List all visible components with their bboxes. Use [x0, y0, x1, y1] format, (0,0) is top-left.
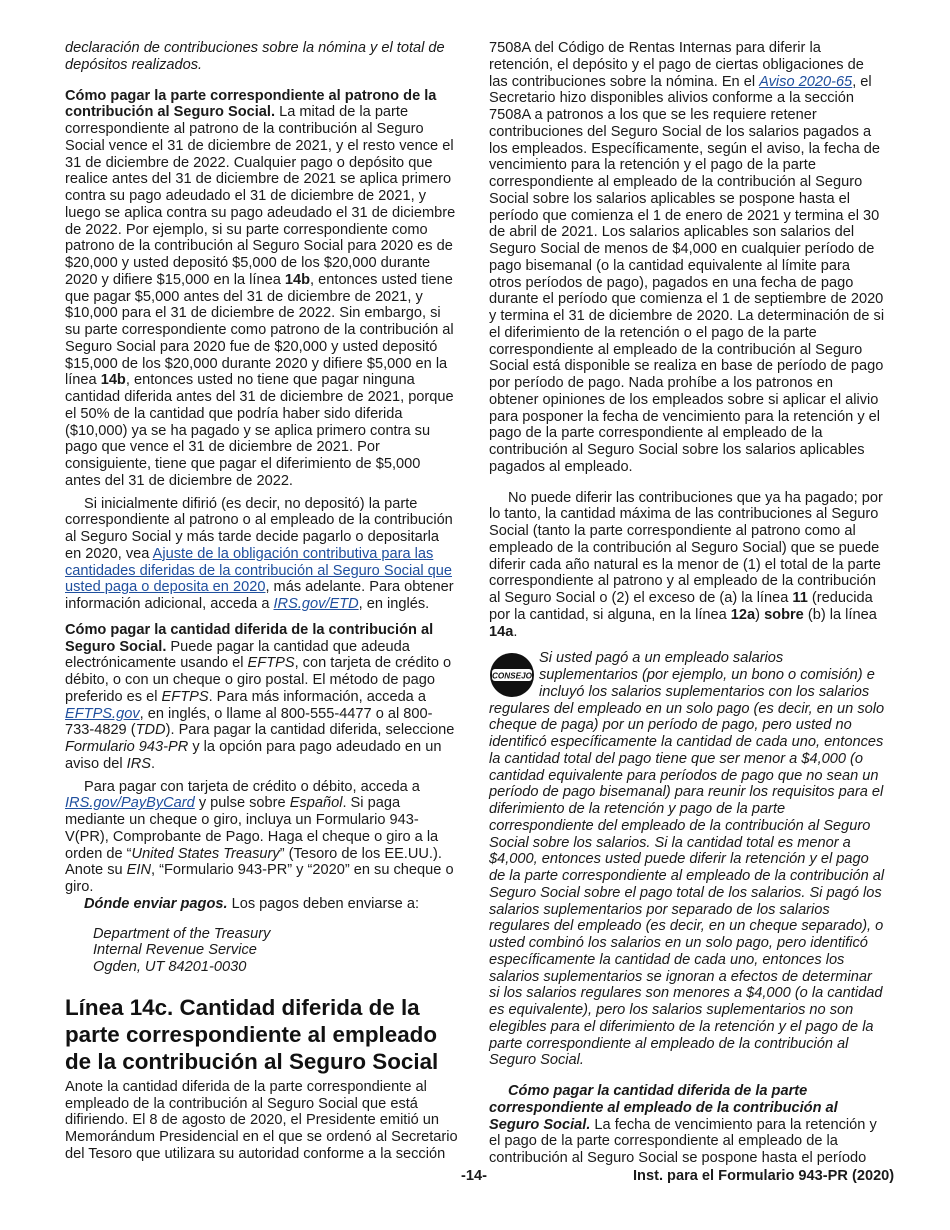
tip-box — [489, 650, 885, 1069]
paragraph-employee-share-pay: Cómo pagar la cantidad diferida de la parte correspondiente al empleado de la contribución al Seguro Social. La fecha de vencimiento para la retención y el pago de la parte correspondiente al empleado de la contribución al Seguro Social se pospone hasta el período — [489, 1083, 877, 1166]
page-number: -14- — [461, 1168, 487, 1184]
paragraph-intro: declaración de contribuciones sobre la nómina y el total de depósitos realizados. — [65, 40, 445, 73]
link-ajuste-obligacion[interactable]: Ajuste de la obligación contributiva para las cantidades diferidas de la contribución al Seguro Social que usted paga o deposita en 2020 — [65, 545, 452, 596]
section-heading-how-to-pay: Cómo pagar la cantidad diferida de la contribución al Seguro Social. — [65, 621, 434, 655]
paragraph-how-to-pay: Cómo pagar la cantidad diferida de la contribución al Seguro Social. Puede pagar la cantidad que adeuda electrónicamente usando el EFTPS, con tarjeta de crédito o débito, o con un cheque o giro postal. El método de pago preferido es el EFTPS. Para más información, acceda a EFTPS.gov, en inglés, o llame al 800-555-4477 o al 800-733-4829 (TDD). Para pagar la cantidad diferida, seleccione Formulario 943-PR y la opción para pago adeudado en un aviso del IRS. — [65, 621, 455, 772]
link-irs-etd[interactable]: IRS.gov/ETD — [273, 596, 359, 612]
consejo-tip-icon — [489, 652, 535, 698]
section-heading-employee-share-pay: Cómo pagar la cantidad diferida de la parte correspondiente al empleado de la contribución al Seguro Social. — [489, 1083, 838, 1133]
paragraph-card-payment: Para pagar con tarjeta de crédito o débito, acceda a IRS.gov/PayByCard y pulse sobre Español. Si paga mediante un cheque o giro, incluya un Formulario 943-V(PR), Comprobante de Pago. Haga el cheque o giro a la orden de “United States Treasury” (Tesoro de los EE.UU.). Anote su EIN, “Formulario 943-PR” y “2020” en su cheque o giro. — [65, 778, 454, 895]
section-heading-employer-share: Cómo pagar la parte correspondiente al patrono de la contribución al Seguro Social. — [65, 87, 437, 121]
paragraph-employer-share: Cómo pagar la parte correspondiente al patrono de la contribución al Seguro Social. La mitad de la parte correspondiente al patrono de la contribución al Seguro Social vence el 31 de diciembre de 2021, y el resto vence el 31 de diciembre de 2022. Cualquier pago o depósito que realice antes del 31 de diciembre de 2021 se aplica primero contra su pago adeudado el 31 de diciembre de 2021, y luego se aplica contra su pago adeudado el 31 de diciembre de 2022. Por ejemplo, si su parte correspondiente como patrono de la contribución al Seguro Social para 2020 es de $20,000 y usted depositó $5,000 de los $20,000 durante 2020 y difiere $15,000 en la línea 14b, entonces usted tiene que pagar $5,000 antes del 31 de diciembre de 2021, y $10,000 para el 31 de diciembre de 2022. Sin embargo, si su parte correspondiente como patrono de la contribución al Seguro Social para 2020 fue de $20,000 y usted depositó $15,000 de los $20,000 durante 2020 y difiere $5,000 en la línea 14b, entonces usted no tiene que pagar ninguna cantidad diferida antes del 31 de diciembre de 2021, porque el 50% de la cantidad que podría haber sido diferida ($10,000) ya se ha pagado y se aplica primero contra su pago que vence el 31 de diciembre de 2021. Por consiguiente, tiene que pagar el diferimiento de $5,000 antes del 31 de diciembre de 2022. — [65, 87, 456, 489]
paragraph-initial-deferral: Si inicialmente difirió (es decir, no depositó) la parte correspondiente al patrono o al empleado de la contribución al Seguro Social y más tarde decide pagarlo o depositarla en 2020, vea Ajuste de la obligación contributiva para las cantidades diferidas de la contribución al Seguro Social que usted paga o deposita en 2020, más adelante. Para obtener información adicional, acceda a IRS.gov/ETD, en inglés. — [65, 495, 454, 612]
form-title-footer: Inst. para el Formulario 943-PR (2020) — [633, 1168, 895, 1184]
tip-text: Si usted pagó a un empleado salarios suplementarios (por ejemplo, un bono o comisión) e incluyó los salarios suplementarios con los salarios regulares del empleado en un solo pago (es decir, en un solo cheque de paga) por un período de pago, pero usted no identificó específicamente la cantidad de cada uno, entonces la cantidad total del pago tiene que ser menor a $4,000 (o cantidad equivalente para períodos de pago que no sean un período de pago bisemanal) para reunir los requisitos para el diferimiento de la retención y pago de la parte correspondiente del empleado de la contribución al Seguro Social sobre los salarios. Si la cantidad total es menor a $4,000, entonces usted puede diferir la retención y el pago de la parte correspondiente al empleado de la contribución al Seguro Social sobre el pago total de los salarios. Si pagó los salarios suplementarios por separado de los salarios regulares del empleado (es decir, en un cheque separado), o usted combinó los salarios en un solo pago, pero identificó específicamente la cantidad de cada uno, entonces los salarios suplementarios se ignoran a efectos de determinar si los salarios regulares son menores a $4,000 (o la cantidad es equivalente), pero los salarios suplementarios no son elegibles para el diferimiento de la retención y el pago de la parte correspondiente al empleado de la contribución al Seguro Social. — [489, 650, 885, 1069]
paragraph-notice-2020-65: 7508A del Código de Rentas Internas para diferir la retención, el depósito y el pago de ciertas obligaciones de las contribuciones sobre la nómina. En el Aviso 2020-65, el Secretario hizo disponibles alivios conforme a la sección 7508A a patronos a los que se les requiere retener contribuciones del Seguro Social de los salarios pagados a los empleados. Específicamente, según el aviso, la fecha de vencimiento para la retención y el pago de la parte correspondiente al empleado de la contribución al Seguro Social sobre los salarios aplicables se pospone hasta el período que comienza el 1 de enero de 2021 y termina el 30 de abril de 2021. Los salarios aplicables son salarios del Seguro Social de menos de $4,000 en cualquier período de pago bisemanal (o la cantidad equivalente al límite para otros períodos de pago), pagados en una fecha de pago durante el período que comienza el 1 de septiembre de 2020 y termina el 31 de diciembre de 2020. La determinación de si el diferimiento de la retención o el pago de la parte correspondiente al empleado de la contribución al Seguro Social está disponible se realiza en base de período de pago por período de pago. Nada prohíbe a los patronos en obtener opiniones de los empleados sobre si aplicar el alivio para posponer la fecha de vencimiento para la retención y el pago de la parte correspondiente al empleado de la contribución al Seguro Social sobre los salarios aplicables pagados al empleado. — [489, 40, 885, 475]
right-column — [489, 40, 885, 1167]
section-heading-where-to-send: Dónde enviar pagos. — [84, 895, 228, 912]
link-aviso-2020-65[interactable]: Aviso 2020-65 — [759, 73, 853, 90]
link-eftps[interactable]: EFTPS.gov — [65, 705, 140, 722]
link-paybycard[interactable]: IRS.gov/PayByCard — [65, 795, 195, 812]
paragraph-where-to-send: Dónde enviar pagos. Los pagos deben enviarse a: — [84, 895, 420, 912]
paragraph-line-14c: Anote la cantidad diferida de la parte correspondiente al empleado de la contribución al Seguro Social que está difiriendo. El 8 de agosto de 2020, el Presidente emitió un Memorándum Presidencial en el que se ordenó al Secretario del Tesoro que utilizara su autoridad conforme a la sección — [65, 1078, 458, 1162]
mailing-address: Department of the Treasury Internal Revenue Service Ogden, UT 84201-0030 — [93, 925, 271, 975]
paragraph-max-deferral: No puede diferir las contribuciones que ya ha pagado; por lo tanto, la cantidad máxima de las contribuciones al Seguro Social (tanto la parte correspondiente al patrono como al empleado de la contribución al Seguro Social) que se puede diferir cada año natural es la menor de (1) el total de la parte correspondiente al patrono y al empleado de la contribución al Seguro Social o (2) el exceso de (a) la línea 11 (reducida por la cantidad, si alguna, en la línea 12a) sobre (b) la línea 14a. — [489, 489, 883, 640]
tip-label: CONSEJO — [491, 671, 533, 681]
left-column — [65, 40, 458, 1163]
section-title-line-14c: Línea 14c. Cantidad diferida de la parte correspondiente al empleado de la contribución al Seguro Social — [65, 994, 439, 1074]
